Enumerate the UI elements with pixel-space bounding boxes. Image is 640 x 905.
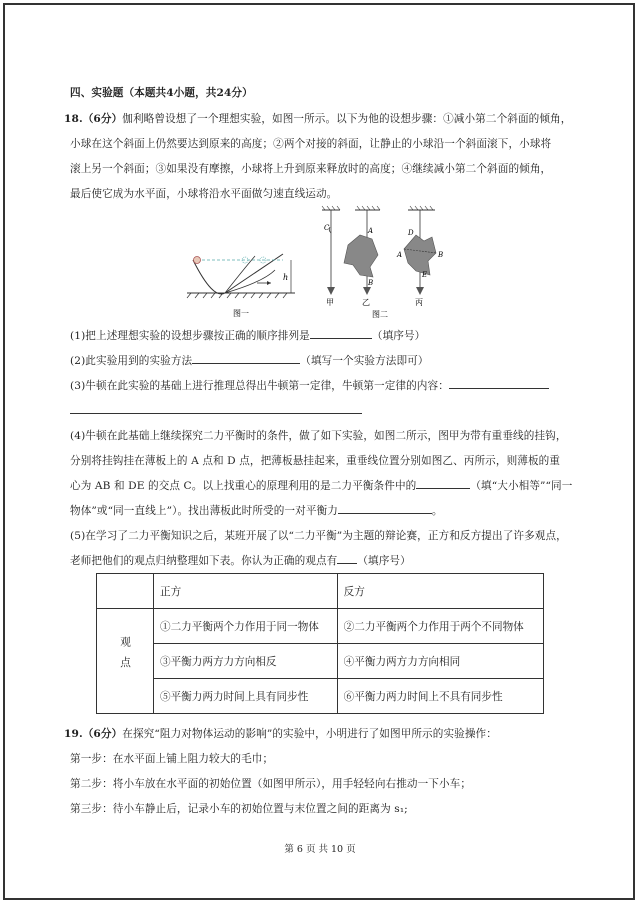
q18-sub2-text: (2)此实验用到的实验方法 [70,355,193,367]
q18-sub5-2 [70,553,411,568]
table-header-pro: 正方 [154,574,338,609]
page-footer: 第 6 页 共 10 页 [284,844,356,855]
fig2-label-b1: B [368,279,374,287]
table-row [97,644,544,679]
table-cell: ⑥平衡力两力时间上不具有同步性 [337,679,543,714]
figure-2-center-of-gravity [320,205,460,320]
fig2-caption: 图二 [372,310,388,319]
fig2-label-b2: B [438,251,444,259]
figure-1-inclines [183,240,301,320]
q18-sub4-blank-1 [416,478,470,489]
table-cell: ①二力平衡两个力作用于同一物体 [154,609,338,644]
q18-sub4-1: (4)牛顿在此基础上继续探究二力平衡时的条件，做了如下实验，如图二所示，图甲为带有重垂线的挂钩， [70,430,567,442]
q19-step-1: 第一步：在水平面上铺上阻力较大的毛巾； [70,753,274,765]
q18-intro-1: 伽利略曾设想了一个理想实验，如图一所示。以下为他的设想步骤：①减小第二个斜面的倾角， [122,113,572,125]
q19-number: 19. [64,728,83,740]
q19-points: （6分） [82,728,123,740]
q18-sub3-line2 [70,403,362,417]
q18-sub3-text: (3)牛顿在此实验的基础上进行推理总得出牛顿第一定律，牛顿第一定律的内容： [70,380,449,392]
q18-sub2-tail: （填写一个实验方法即可） [300,355,429,367]
table-corner-cell [97,574,154,609]
q18-sub1-blank [310,328,372,339]
table-row [97,679,544,714]
viewpoints-table [96,573,544,714]
q18-sub5-1: (5)在学习了二力平衡知识之后，某班开展了以“二力平衡”为主题的辩论赛，正方和反方提出了许多观点， [70,530,567,542]
q18-sub5-tail: （填序号） [357,555,411,567]
q18-sub2-blank [192,353,300,364]
fig2-label-a1: A [368,227,374,235]
q18-points: （6分） [82,113,123,125]
fig2-label-d: D [408,229,414,237]
q18-sub4-blank-2 [338,503,432,514]
q18-sub4-3 [70,478,572,493]
table-cell: ②二力平衡两个力作用于两个不同物体 [337,609,543,644]
q18-sub1-text: (1)把上述理想实验的设想步骤按正确的顺序排列是 [70,330,310,342]
q19-step-3: 第三步：待小车静止后，记录小车的初始位置与末位置之间的距离为 s₁; [70,803,408,815]
q18-sub4-4 [70,503,443,518]
q18-sub5-2-text: 老师把他们的观点归纳整理如下表。你认为正确的观点有 [70,555,338,567]
fig1-label-h: h [283,273,289,282]
q18-sub5-blank [337,553,357,564]
q18-sub2 [70,353,429,368]
q18-sub4-tail1: （填“大小相等”“同一 [470,480,573,492]
fig2-caption-jia: 甲 [326,298,334,307]
table-header-row [97,574,544,609]
q18-intro-3: 滚上另一个斜面；③如果没有摩擦，小球将上升到原来释放时的高度；④继续减小第二个斜面的倾角， [70,163,552,175]
q18-intro-4: 最后使它成为水平面，小球将沿水平面做匀速直线运动。 [70,188,338,200]
q19-step-2: 第二步：将小车放在水平面的初始位置（如图甲所示），用手轻轻向右推动一下小车； [70,778,472,790]
q18-sub4-tail2: 。 [431,505,443,517]
section-title: 四、实验题（本题共4小题，共24分） [70,87,253,99]
q19-intro: 在探究“阻力对物体运动的影响”的实验中，小明进行了如图甲所示的实验操作： [122,728,497,740]
table-cell: ④平衡力两方力方向相同 [337,644,543,679]
table-cell: ③平衡力两方力方向相反 [154,644,338,679]
table-side-label-text: 观点 [119,636,131,678]
q18-sub3 [70,378,549,393]
q18-sub3-blank-2 [70,403,362,414]
table-header-con: 反方 [337,574,543,609]
fig2-label-a2: A [397,251,403,259]
fig2-caption-yi: 乙 [362,298,370,307]
table-cell: ⑤平衡力两力时间上具有同步性 [154,679,338,714]
fig2-label-e: E [422,271,428,279]
q19-line-1 [64,726,497,741]
fig2-caption-bing: 丙 [415,298,423,307]
fig1-caption: 图一 [233,309,249,318]
q18-sub1 [70,328,425,343]
q18-sub1-tail: （填序号） [371,330,426,342]
q18-sub4-3-text: 心为 AB 和 DE 的交点 C。以上找重心的原理利用的是二力平衡条件中的 [70,480,417,492]
table-side-label [97,609,154,714]
q18-sub4-4-text: 物体”或“同一直线上”）。找出薄板此时所受的一对平衡力 [70,505,338,517]
q18-sub3-blank [449,378,549,389]
q18-line-1 [64,111,571,126]
fig2-label-c: C [324,224,330,232]
q18-sub4-2: 分别将挂钩挂在薄板上的 A 点和 D 点，把薄板悬挂起来，重垂线位置分别如图乙、丙所示，则薄板的重 [70,455,561,467]
q18-intro-2: 小球在这个斜面上仍然要达到原来的高度；②两个对接的斜面，让静止的小球沿一个斜面滚下，小球将 [70,138,552,150]
q18-number: 18. [64,113,83,125]
table-row [97,609,544,644]
